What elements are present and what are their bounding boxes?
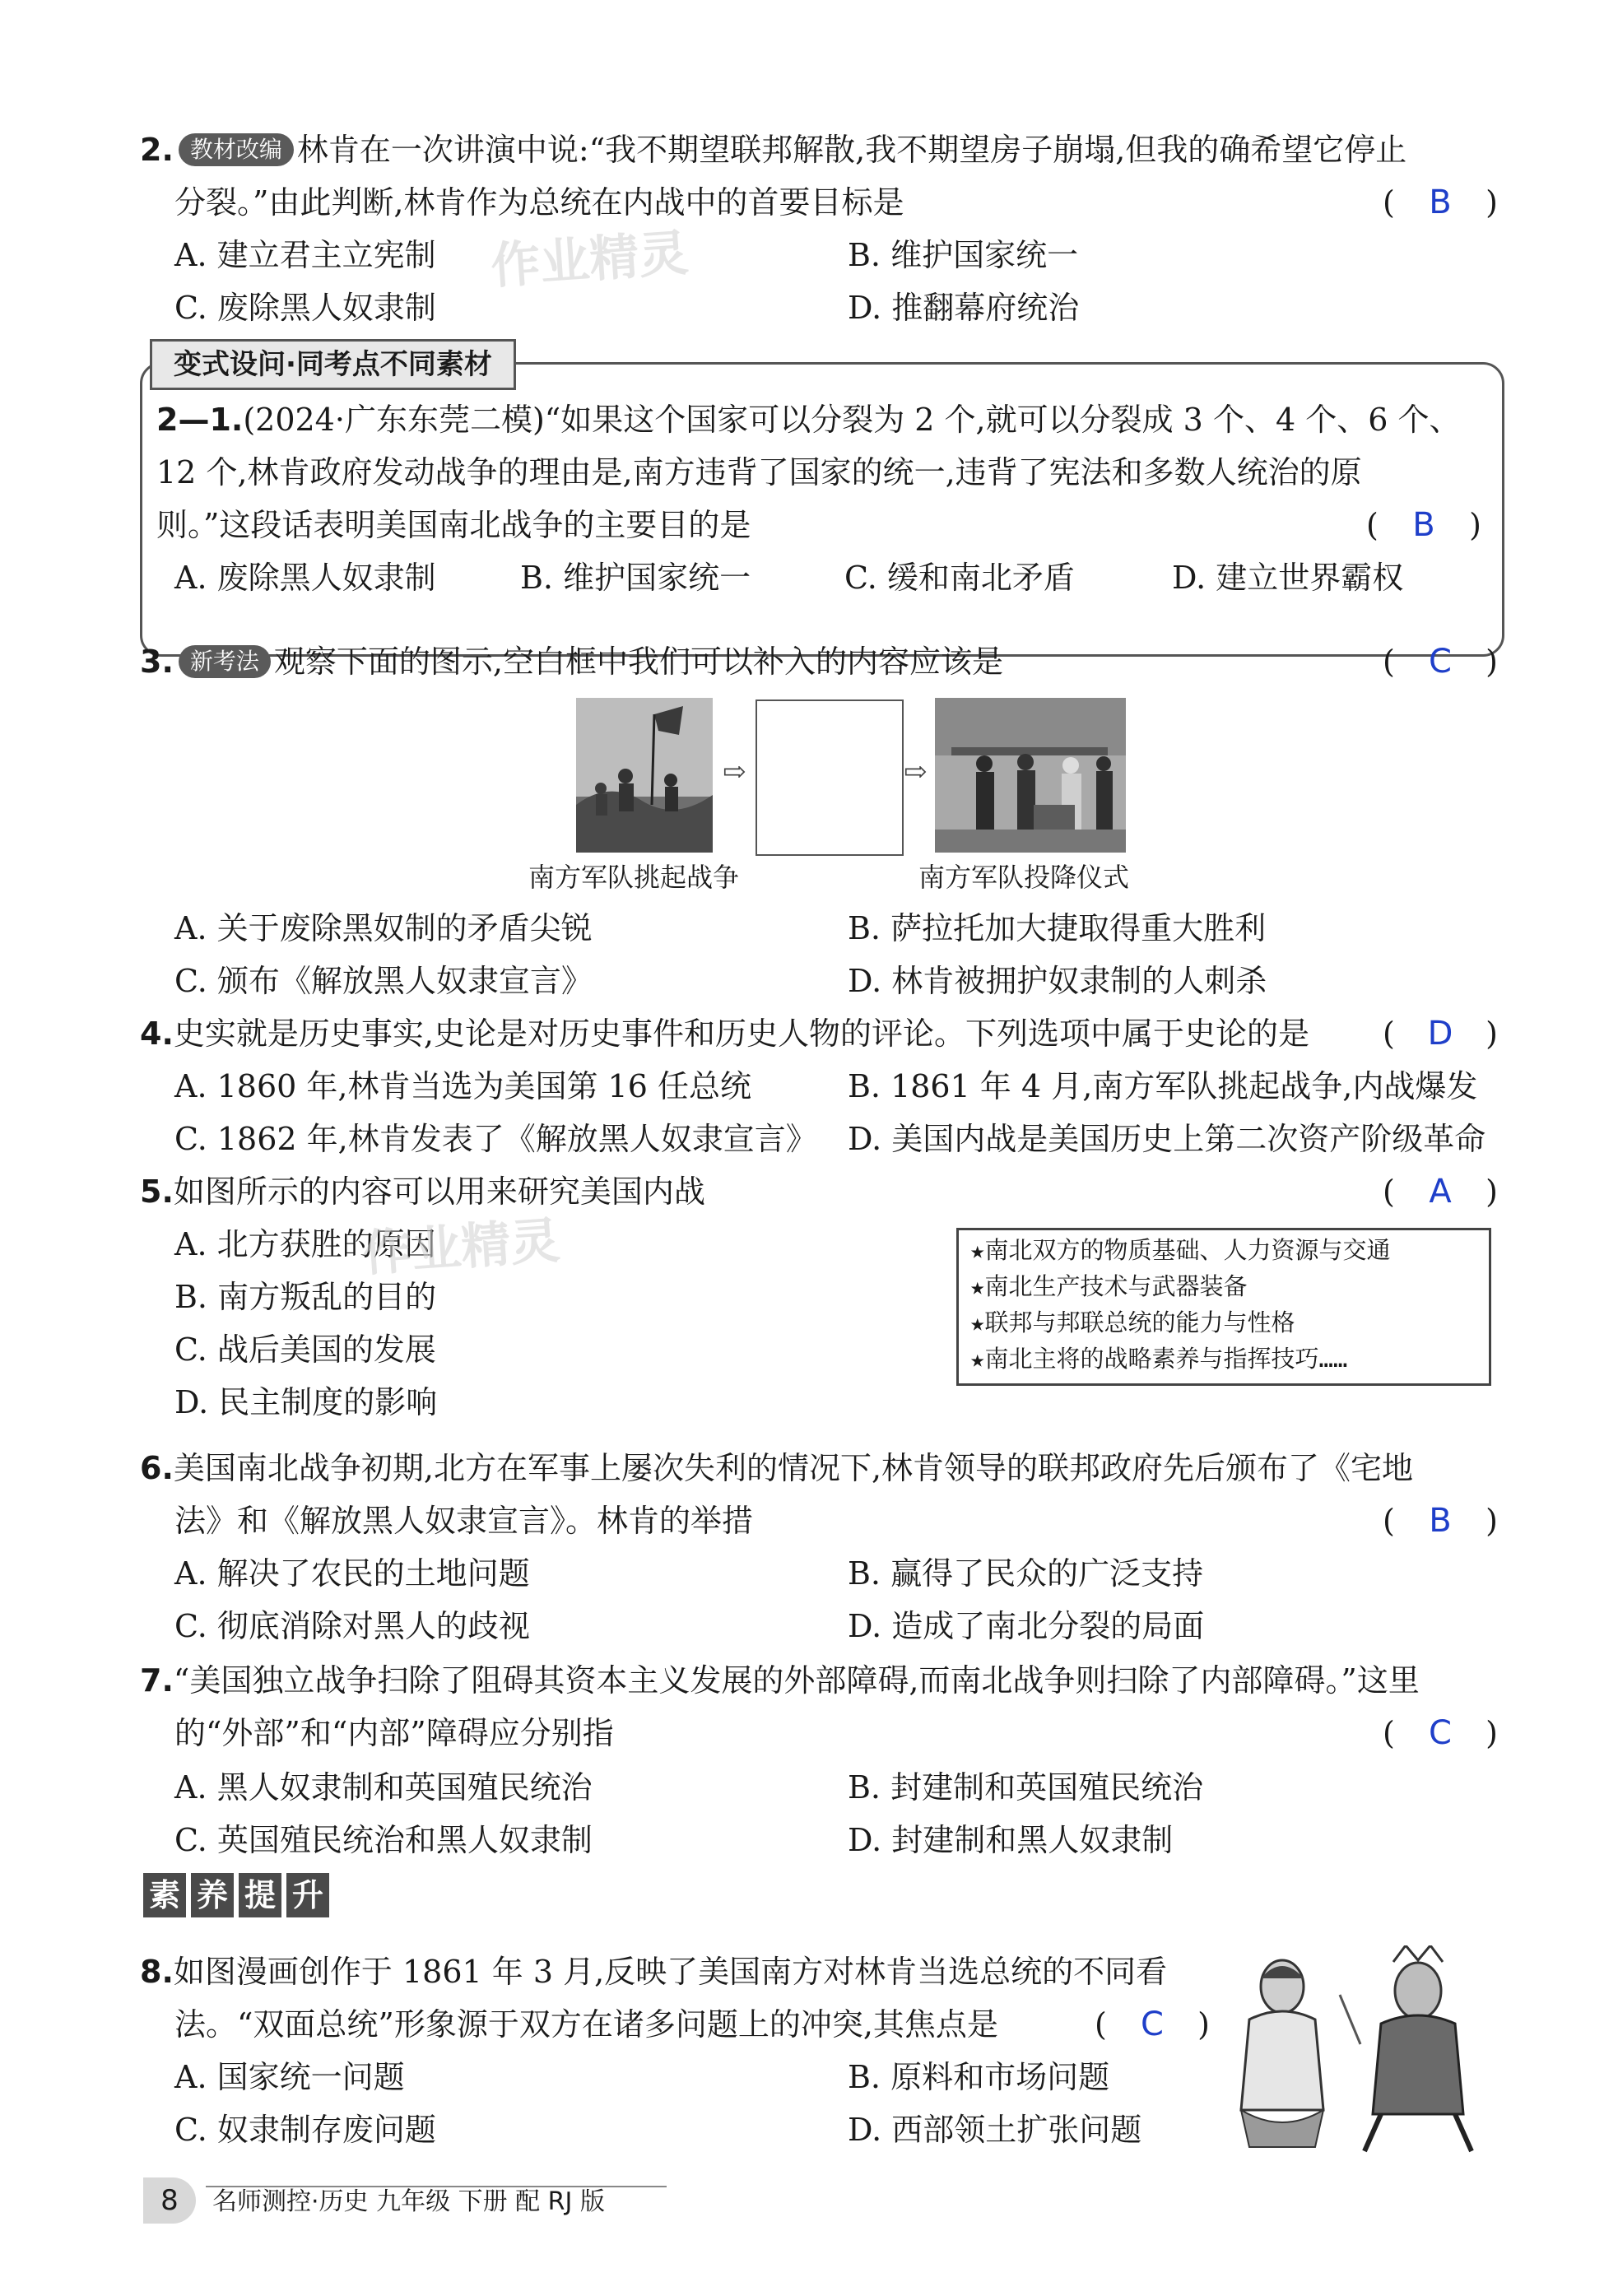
blank-box bbox=[756, 699, 904, 856]
fact-4: ★南北主将的战略素养与指挥技巧…… bbox=[970, 1345, 1348, 1373]
q6-stem-line2: 法》和《解放黑人奴隶宣言》。林肯的举措 ( B ) bbox=[0, 1494, 1618, 1547]
q2-options-row1 bbox=[0, 229, 1618, 281]
q7-stem-line1: 7.“美国独立战争扫除了阻碍其资本主义发展的外部障碍,而南北战争则扫除了内部障碍。”这里 bbox=[140, 1662, 1420, 1699]
page-number: 8 bbox=[143, 2177, 196, 2224]
q8-option-b: B. 原料和市场问题 bbox=[848, 2059, 1110, 2095]
q5-option-c: C. 战后美国的发展 bbox=[174, 1332, 436, 1368]
q3-option-a: A. 关于废除黑奴制的矛盾尖锐 bbox=[174, 910, 593, 946]
q8-number: 8. bbox=[140, 1954, 174, 1990]
q4-option-d: D. 美国内战是美国历史上第二次资产阶级革命 bbox=[848, 1121, 1486, 1157]
q3-tag: 新考法 bbox=[179, 645, 271, 678]
two-faced-president-cartoon bbox=[1216, 1945, 1493, 2156]
fact-2: ★南北生产技术与武器装备 bbox=[970, 1272, 1248, 1300]
section-char-2: 养 bbox=[191, 1873, 234, 1917]
war-start-illustration bbox=[576, 698, 713, 853]
variant-option-b: B. 维护国家统一 bbox=[520, 560, 751, 596]
q7-option-b: B. 封建制和英国殖民统治 bbox=[848, 1769, 1204, 1806]
footer-divider bbox=[206, 2186, 667, 2187]
q2-answer: ( B ) bbox=[1383, 176, 1498, 229]
variant-options bbox=[0, 551, 1618, 604]
q5-fact-box bbox=[956, 1228, 1491, 1386]
variant-answer-value: B bbox=[1412, 506, 1435, 544]
q2-stem-line2: 分裂。”由此判断,林肯作为总统在内战中的首要目标是 ( B ) bbox=[0, 176, 1618, 229]
q4-stem-line: 4.史实就是历史事实,史论是对历史事件和历史人物的评论。下列选项中属于史论的是 ( D ) bbox=[0, 1007, 1618, 1060]
q5-number: 5. bbox=[140, 1174, 174, 1210]
q7-number: 7. bbox=[140, 1662, 174, 1699]
variant-option-d: D. 建立世界霸权 bbox=[1172, 560, 1404, 596]
q2-options-row2 bbox=[0, 281, 1618, 334]
q6-answer: ( B ) bbox=[1383, 1494, 1498, 1547]
variant-answer: ( B ) bbox=[1366, 499, 1481, 551]
variant-stem-line1: 2—1.(2024·广东东莞二模)“如果这个国家可以分裂为 2 个,就可以分裂成 3 个、4 个、6 个、 bbox=[156, 402, 1461, 438]
watermark-2: 作业精灵 bbox=[360, 1211, 562, 1284]
q8-answer-value: C bbox=[1141, 2006, 1164, 2043]
arrow-2: ⇨ bbox=[904, 755, 928, 788]
q6-options-row2 bbox=[0, 1600, 1618, 1652]
q4-answer: ( D ) bbox=[1383, 1007, 1498, 1060]
q3-option-d: D. 林肯被拥护奴隶制的人刺杀 bbox=[848, 963, 1267, 999]
q3-number: 3. bbox=[140, 644, 174, 680]
q3-stem-line: 3. 新考法 观察下面的图示,空白框中我们可以补入的内容应该是 ( C ) bbox=[0, 635, 1618, 688]
q4-options-row1 bbox=[0, 1060, 1618, 1113]
variant-option-a: A. 废除黑人奴隶制 bbox=[174, 560, 436, 596]
variant-number: 2—1. bbox=[156, 402, 244, 438]
variant-title: 变式设问·同考点不同素材 bbox=[150, 339, 516, 390]
section-char-1: 素 bbox=[143, 1873, 186, 1917]
q5-option-d: D. 民主制度的影响 bbox=[174, 1384, 438, 1420]
variant-stem-line3: 则。”这段话表明美国南北战争的主要目的是 ( B ) bbox=[0, 499, 1618, 551]
caption-surrender: 南方军队投降仪式 bbox=[918, 862, 1130, 893]
caption-war-start: 南方军队挑起战争 bbox=[528, 862, 740, 893]
q5-option-a: A. 北方获胜的原因 bbox=[174, 1226, 436, 1262]
variant-option-c: C. 缓和南北矛盾 bbox=[844, 560, 1075, 596]
q2-tag: 教材改编 bbox=[179, 133, 294, 166]
q2-option-b: B. 维护国家统一 bbox=[848, 237, 1079, 273]
q2-option-c: C. 废除黑人奴隶制 bbox=[174, 290, 436, 326]
q6-option-d: D. 造成了南北分裂的局面 bbox=[848, 1608, 1205, 1644]
watermark: 作业精灵 bbox=[489, 224, 690, 296]
q2-stem-line1 bbox=[0, 123, 1618, 176]
q6-option-b: B. 赢得了民众的广泛支持 bbox=[848, 1555, 1204, 1592]
q2-number: 2. bbox=[140, 132, 174, 168]
footer-text: 名师测控·历史 九年级 下册 配 RJ 版 bbox=[212, 2187, 605, 2216]
q7-options-row2 bbox=[0, 1814, 1618, 1866]
q6-stem-line1: 6.美国南北战争初期,北方在军事上屡次失利的情况下,林肯领导的联邦政府先后颁布了《宅地 bbox=[140, 1450, 1414, 1486]
q4-option-b: B. 1861 年 4 月,南方军队挑起战争,内战爆发 bbox=[848, 1068, 1478, 1104]
section-char-4: 升 bbox=[286, 1873, 329, 1917]
q7-answer-value: C bbox=[1429, 1714, 1452, 1752]
q8-option-c: C. 奴隶制存废问题 bbox=[174, 2112, 436, 2148]
cartoon-illustration bbox=[1216, 1945, 1493, 2156]
q3-answer-value: C bbox=[1429, 643, 1452, 681]
q4-answer-value: D bbox=[1427, 1015, 1453, 1053]
q4-options-row2 bbox=[0, 1113, 1618, 1165]
q6-option-c: C. 彻底消除对黑人的歧视 bbox=[174, 1608, 530, 1644]
q3-option-b: B. 萨拉托加大捷取得重大胜利 bbox=[848, 910, 1267, 946]
q5-answer-value: A bbox=[1429, 1173, 1452, 1211]
q3-option-c: C. 颁布《解放黑人奴隶宣言》 bbox=[174, 963, 593, 999]
q3-options-row1 bbox=[0, 902, 1618, 955]
q4-number: 4. bbox=[140, 1016, 174, 1052]
q3-options-row2 bbox=[0, 955, 1618, 1007]
surrender-image bbox=[935, 698, 1126, 853]
q5-option-b: B. 南方叛乱的目的 bbox=[174, 1279, 437, 1315]
q8-option-a: A. 国家统一问题 bbox=[174, 2059, 405, 2095]
q2-stem: 林肯在一次讲演中说:“我不期望联邦解散,我不期望房子崩塌,但我的确希望它停止 bbox=[296, 132, 1407, 168]
q8-stem-line2: 法。“双面总统”形象源于双方在诸多问题上的冲突,其焦点是 ( C ) bbox=[0, 1998, 1618, 2051]
q5-answer: ( A ) bbox=[1383, 1165, 1498, 1218]
q4-option-c: C. 1862 年,林肯发表了《解放黑人奴隶宣言》 bbox=[174, 1121, 817, 1157]
variant-stem-line2: 12 个,林肯政府发动战争的理由是,南方违背了国家的统一,违背了宪法和多数人统治的原 bbox=[156, 454, 1362, 490]
war-start-image bbox=[576, 698, 713, 853]
q8-option-d: D. 西部领土扩张问题 bbox=[848, 2112, 1142, 2148]
q7-option-a: A. 黑人奴隶制和英国殖民统治 bbox=[174, 1769, 593, 1806]
q7-option-c: C. 英国殖民统治和黑人奴隶制 bbox=[174, 1822, 593, 1858]
fact-3: ★联邦与邦联总统的能力与性格 bbox=[970, 1308, 1295, 1336]
arrow-1: ⇨ bbox=[723, 755, 746, 788]
q8-answer: ( C ) bbox=[1095, 1998, 1210, 2051]
q4-option-a: A. 1860 年,林肯当选为美国第 16 任总统 bbox=[174, 1068, 751, 1104]
section-char-3: 提 bbox=[239, 1873, 281, 1917]
section-heading bbox=[143, 1873, 329, 1917]
q2-option-d: D. 推翻幕府统治 bbox=[848, 290, 1080, 326]
q2-answer-value: B bbox=[1429, 184, 1452, 221]
q6-answer-value: B bbox=[1429, 1502, 1452, 1540]
q8-stem-line1: 8.如图漫画创作于 1861 年 3 月,反映了美国南方对林肯当选总统的不同看 bbox=[140, 1954, 1168, 1990]
q6-options-row1 bbox=[0, 1547, 1618, 1600]
q7-options-row1 bbox=[0, 1761, 1618, 1814]
q2-option-a: A. 建立君主立宪制 bbox=[174, 237, 436, 273]
q5-stem-line: 5.如图所示的内容可以用来研究美国内战 ( A ) bbox=[0, 1165, 1618, 1218]
surrender-illustration bbox=[935, 698, 1126, 853]
q3-answer: ( C ) bbox=[1383, 635, 1498, 688]
q6-number: 6. bbox=[140, 1450, 174, 1486]
fact-1: ★南北双方的物质基础、人力资源与交通 bbox=[970, 1236, 1391, 1264]
q7-answer: ( C ) bbox=[1383, 1707, 1498, 1759]
q7-option-d: D. 封建制和黑人奴隶制 bbox=[848, 1822, 1174, 1858]
q7-stem-line2: 的“外部”和“内部”障碍应分别指 ( C ) bbox=[0, 1707, 1618, 1759]
q6-option-a: A. 解决了农民的土地问题 bbox=[174, 1555, 530, 1592]
